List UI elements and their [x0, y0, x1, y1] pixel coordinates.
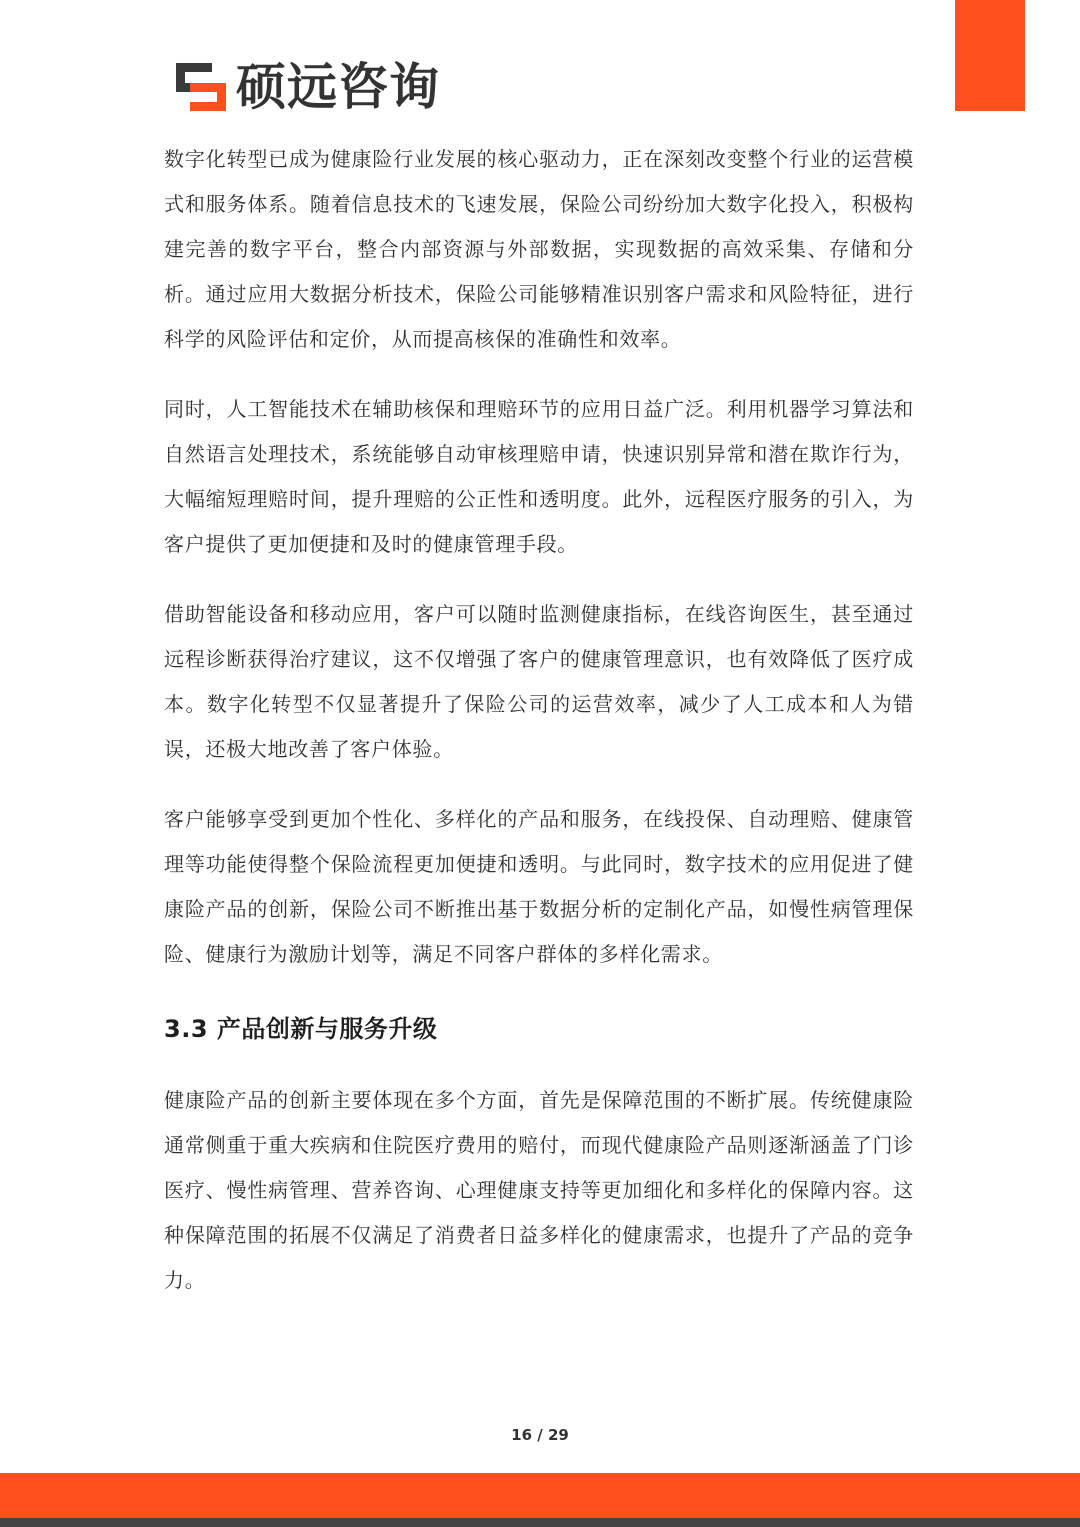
page-number: 16 / 29 — [511, 1426, 569, 1444]
body-paragraph: 借助智能设备和移动应用，客户可以随时监测健康指标，在线咨询医生，甚至通过远程诊断获得治疗建议，这不仅增强了客户的健康管理意识，也有效降低了医疗成本。数字化转型不仅显著提升了保险公司的运营效率，减少了人工成本和人为错误，还极大地改善了客户体验。 — [164, 602, 914, 761]
brand-header — [176, 58, 440, 116]
body-paragraph: 客户能够享受到更加个性化、多样化的产品和服务，在线投保、自动理赔、健康管理等功能使得整个保险流程更加便捷和透明。与此同时，数字技术的应用促进了健康险产品的创新，保险公司不断推出基于数据分析的定制化产品，如慢性病管理保险、健康行为激励计划等，满足不同客户群体的多样化需求。 — [164, 807, 914, 966]
document-body — [164, 137, 914, 1328]
section-paragraph: 健康险产品的创新主要体现在多个方面，首先是保障范围的不断扩展。传统健康险通常侧重于重大疾病和住院医疗费用的赔付，而现代健康险产品则逐渐涵盖了门诊医疗、慢性病管理、营养咨询、心理健康支持等更加细化和多样化的保障内容。这种保障范围的拓展不仅满足了消费者日益多样化的健康需求，也提升了产品的竞争力。 — [164, 1088, 914, 1292]
body-paragraph: 同时，人工智能技术在辅助核保和理赔环节的应用日益广泛。利用机器学习算法和自然语言处理技术，系统能够自动审核理赔申请，快速识别异常和潜在欺诈行为，大幅缩短理赔时间，提升理赔的公正性和透明度。此外，远程医疗服务的引入，为客户提供了更加便捷和及时的健康管理手段。 — [164, 397, 914, 556]
section-heading: 3.3 产品创新与服务升级 — [164, 1015, 438, 1043]
body-paragraph: 数字化转型已成为健康险行业发展的核心驱动力，正在深刻改变整个行业的运营模式和服务体系。随着信息技术的飞速发展，保险公司纷纷加大数字化投入，积极构建完善的数字平台，整合内部资源与外部数据，实现数据的高效采集、存储和分析。通过应用大数据分析技术，保险公司能够精准识别客户需求和风险特征，进行科学的风险评估和定价，从而提高核保的准确性和效率。 — [164, 147, 914, 351]
brand-s-logo-icon — [176, 63, 226, 111]
brand-name: 硕远咨询 — [236, 58, 440, 116]
corner-accent-block — [955, 0, 1025, 111]
footer-dark-strip — [0, 1518, 1080, 1527]
